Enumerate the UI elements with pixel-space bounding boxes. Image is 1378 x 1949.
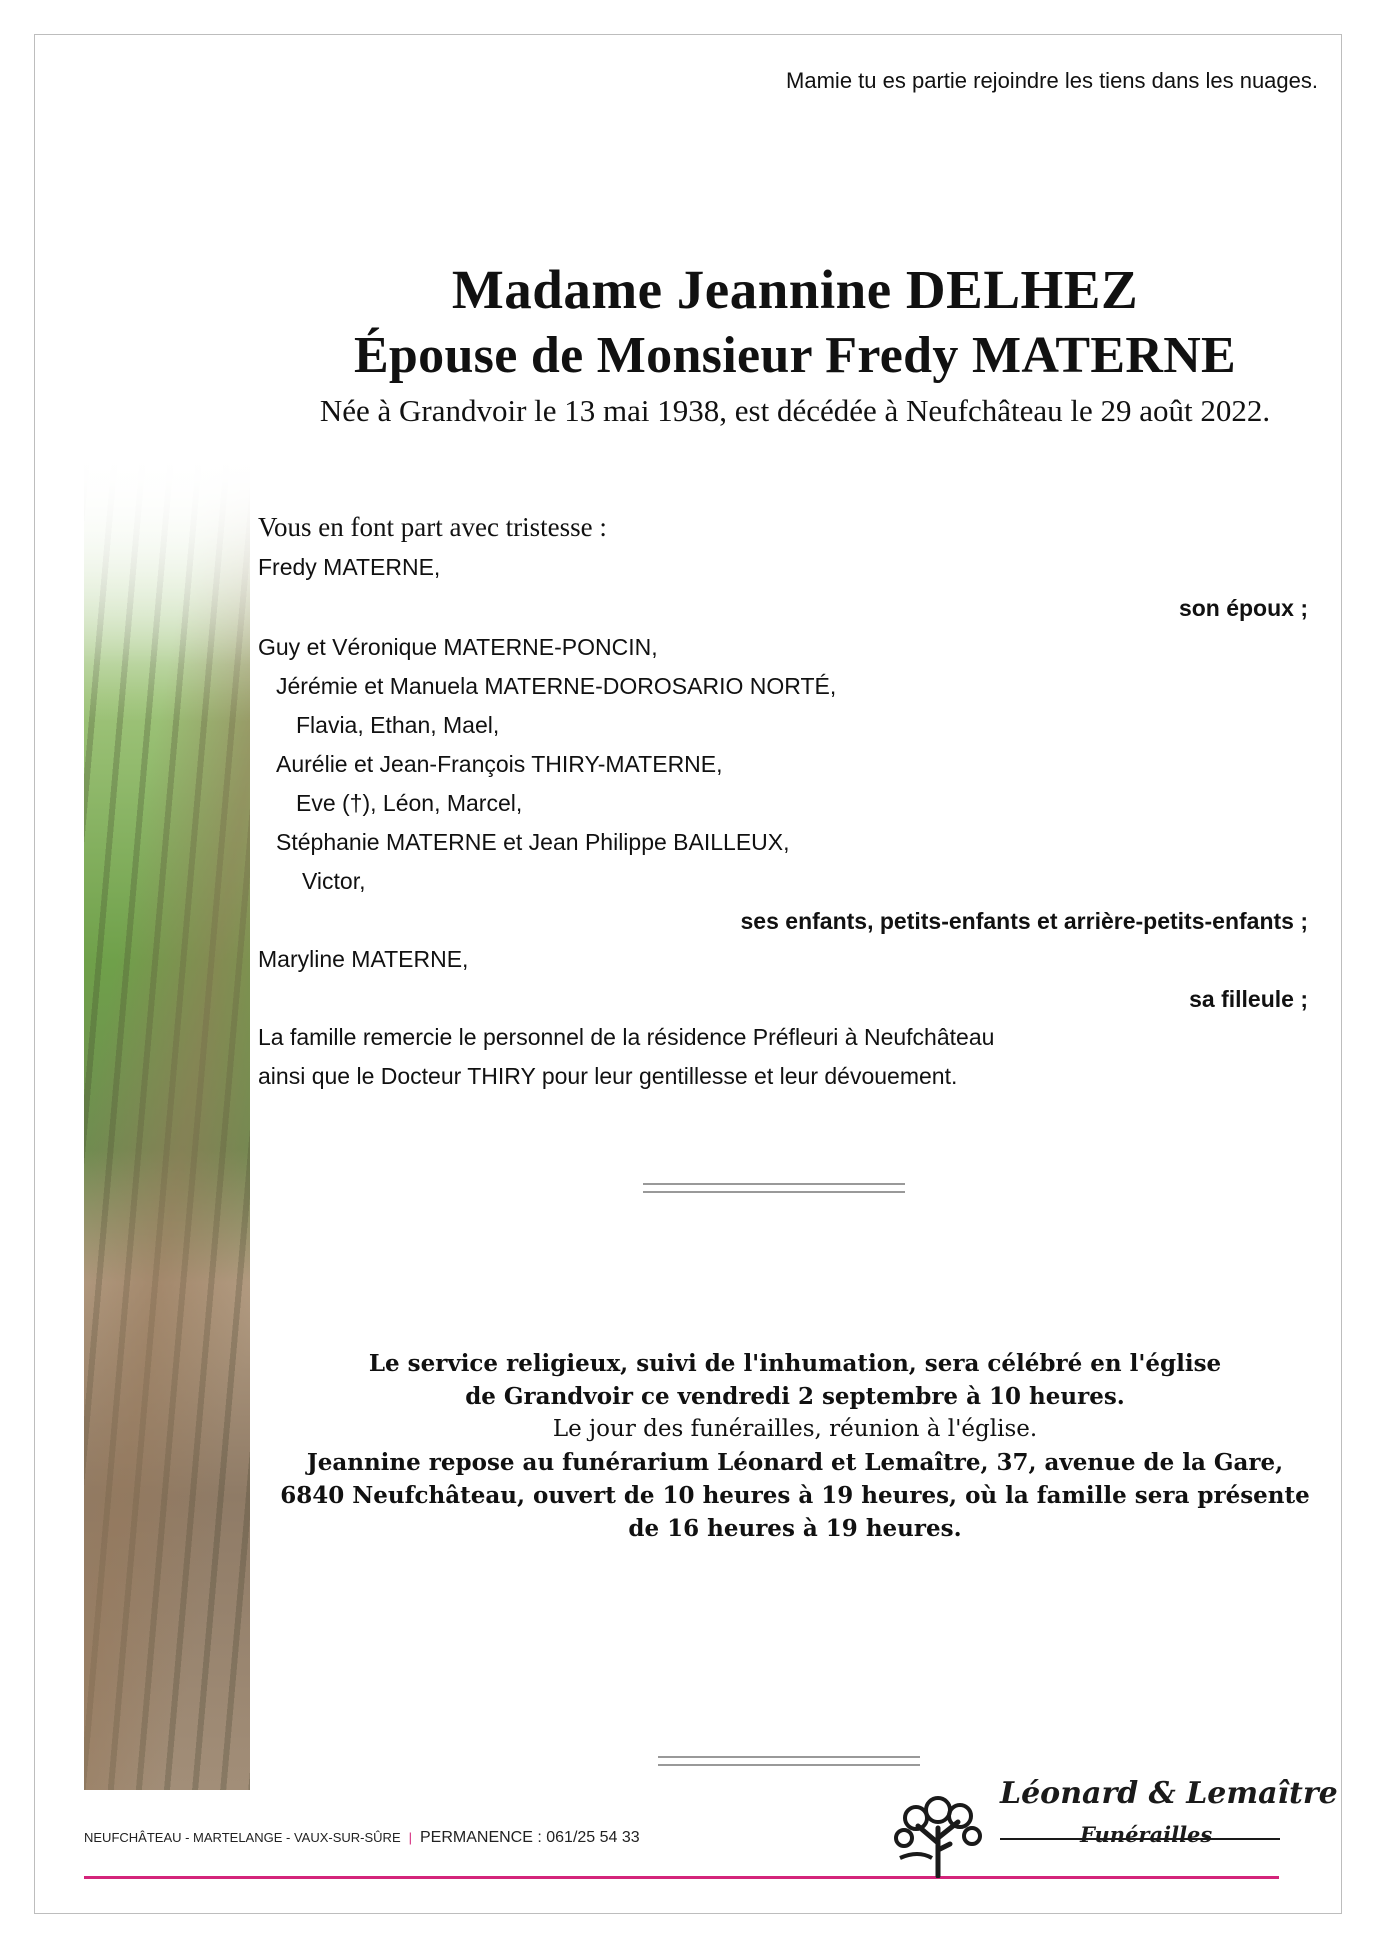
spouse-line: Épouse de Monsieur Fredy MATERNE xyxy=(353,327,1237,384)
footer-accent-line xyxy=(84,1876,1279,1879)
service-line: Le service religieux, suivi de l'inhumation, sera célébré en l'église xyxy=(368,1350,1222,1377)
footer-locations: NEUFCHÂTEAU - MARTELANGE - VAUX-SUR-SÛRE xyxy=(84,1830,401,1845)
family-line: Guy et Véronique MATERNE-PONCIN, xyxy=(258,634,658,660)
birth-death-dates: Née à Grandvoir le 13 mai 1938, est décédée à Neufchâteau le 29 août 2022. xyxy=(319,393,1271,428)
photo-fade xyxy=(84,455,250,665)
family-line: Aurélie et Jean-François THIRY-MATERNE, xyxy=(276,751,723,777)
family-role: ses enfants, petits-enfants et arrière-petits-enfants ; xyxy=(740,908,1308,934)
husband-role: son époux ; xyxy=(1178,595,1308,621)
thanks-line: La famille remercie le personnel de la résidence Préfleuri à Neufchâteau xyxy=(258,1024,995,1050)
brand-name: Léonard & Lemaître xyxy=(1000,1776,1338,1811)
family-line: Eve (†), Léon, Marcel, xyxy=(296,790,523,816)
goddaughter-name: Maryline MATERNE, xyxy=(258,946,469,972)
service-info xyxy=(250,1347,1340,1545)
epigraph: Mamie tu es partie rejoindre les tiens dans les nuages. xyxy=(786,68,1318,93)
family-line: Victor, xyxy=(302,868,366,894)
service-line: de Grandvoir ce vendredi 2 septembre à 10 heures. xyxy=(465,1383,1125,1410)
service-line: 6840 Neufchâteau, ouvert de 10 heures à 19 heures, où la famille sera présente xyxy=(280,1482,1310,1509)
footer-contact xyxy=(84,1829,640,1847)
deceased-name: Madame Jeannine DELHEZ xyxy=(451,259,1139,320)
goddaughter-role: sa filleule ; xyxy=(1189,986,1308,1012)
divider xyxy=(658,1756,920,1766)
announcement-intro: Vous en font part avec tristesse : xyxy=(258,512,607,542)
thanks-line: ainsi que le Docteur THIRY pour leur gentillesse et leur dévouement. xyxy=(258,1063,958,1089)
husband-name: Fredy MATERNE, xyxy=(258,554,441,580)
service-line: Le jour des funérailles, réunion à l'église. xyxy=(552,1416,1038,1442)
tree-logo-icon xyxy=(888,1788,988,1878)
family-line: Jérémie et Manuela MATERNE-DOROSARIO NORTÉ, xyxy=(276,673,837,699)
service-line: de 16 heures à 19 heures. xyxy=(628,1515,962,1542)
service-line: Jeannine repose au funérarium Léonard et Lemaître, 37, avenue de la Gare, xyxy=(306,1449,1284,1476)
family-line: Flavia, Ethan, Mael, xyxy=(296,712,500,738)
divider xyxy=(643,1183,905,1193)
family-line: Stéphanie MATERNE et Jean Philippe BAILLEUX, xyxy=(276,829,790,855)
footer-permanence: PERMANENCE : 061/25 54 33 xyxy=(420,1829,640,1846)
brand-subtitle: Funérailles xyxy=(1080,1822,1213,1847)
footer-separator: | xyxy=(408,1830,412,1845)
